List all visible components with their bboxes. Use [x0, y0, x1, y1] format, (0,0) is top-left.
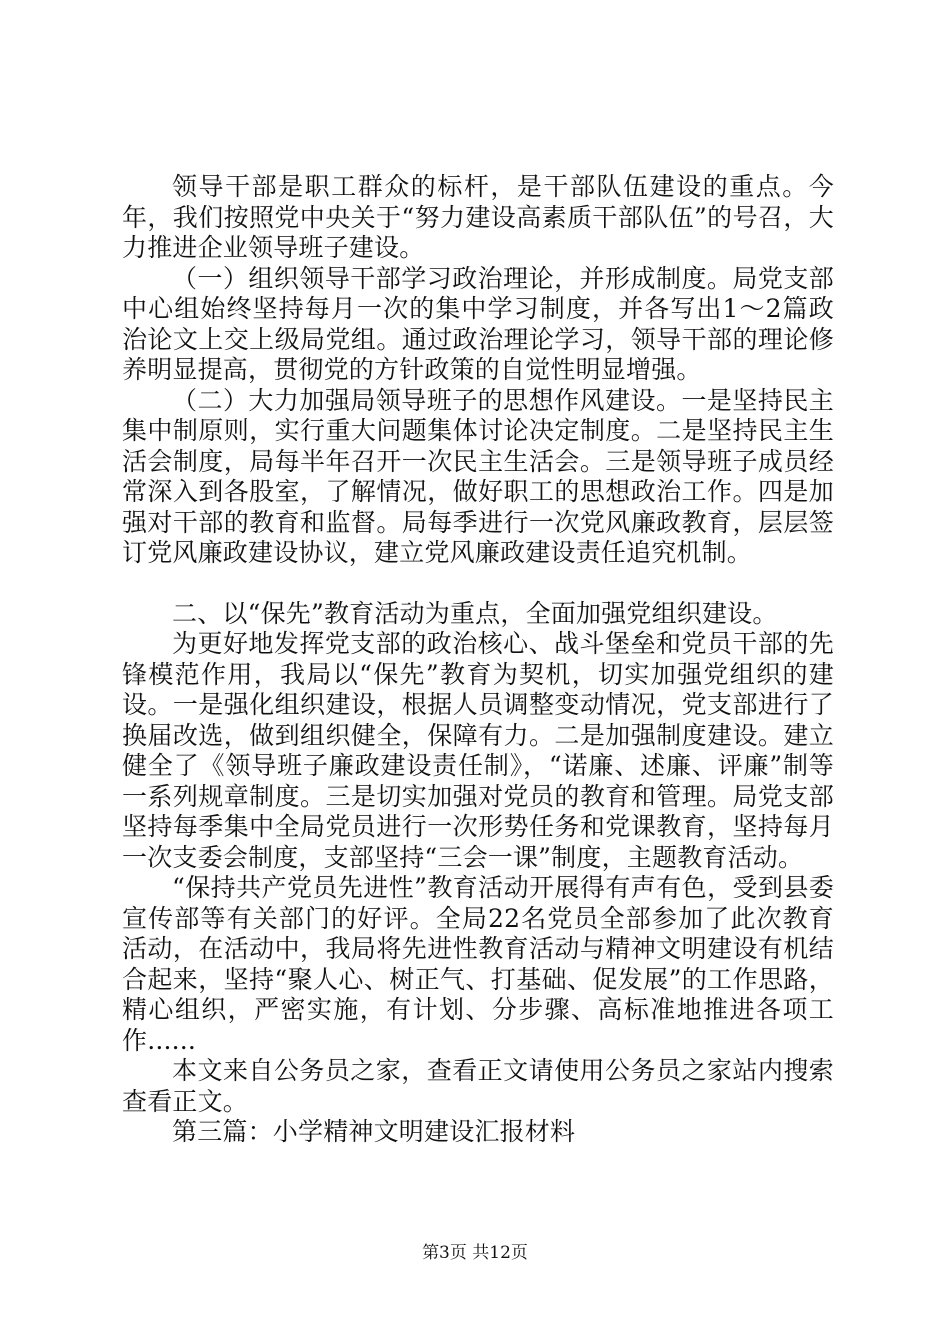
- paragraph-work-style: （二）大力加强局领导班子的思想作风建设。一是坚持民主集中制原则，实行重大问题集体讨论决定制度。二是坚持民主生活会制度，局每半年召开一次民主生活会。三是领导班子成员经常深入到各股室，了解情况，做好职工的思想政治工作。四是加强对干部的教育和监督。局每季进行一次党风廉政教育，层层签订党风廉政建设协议，建立党风廉政建设责任追究机制。: [122, 385, 834, 567]
- paragraph-source-note: 本文来自公务员之家，查看正文请使用公务员之家站内搜索查看正文。: [122, 1056, 834, 1116]
- document-body: [122, 172, 834, 1148]
- section-heading-party-building: 二、以“保先”教育活动为重点，全面加强党组织建设。: [172, 598, 778, 628]
- paragraph-theory-study: （一）组织领导干部学习政治理论，并形成制度。局党支部中心组始终坚持每月一次的集中学习制度，并各写出1～2篇政治论文上交上级局党组。通过政治理论学习，领导干部的理论修养明显提高，贯彻党的方针政策的自觉性明显增强。: [122, 263, 834, 384]
- page-number-footer: 第3页 共12页: [422, 1243, 528, 1263]
- paragraph-gap: [122, 569, 834, 599]
- paragraph-leadership-intro: 领导干部是职工群众的标杆，是干部队伍建设的重点。今年，我们按照党中央关于“努力建设高素质干部队伍”的号召，大力推进企业领导班子建设。: [122, 172, 834, 262]
- next-article-title: 第三篇：小学精神文明建设汇报材料: [172, 1117, 576, 1146]
- paragraph-education-activity: “保持共产党员先进性”教育活动开展得有声有色，受到县委宣传部等有关部门的好评。全局22名党员全部参加了此次教育活动，在活动中，我局将先进性教育活动与精神文明建设有机结合起来，坚持“聚人心、树正气、打基础、促发展”的工作思路，精心组织，严密实施，有计划、分步骤、高标准地推进各项工作......: [122, 873, 834, 1055]
- paragraph-party-organization: 为更好地发挥党支部的政治核心、战斗堡垒和党员干部的先锋模范作用，我局以“保先”教育为契机，切实加强党组织的建设。一是强化组织建设，根据人员调整变动情况，党支部进行了换届改选，做到组织健全，保障有力。二是加强制度建设。建立健全了《领导班子廉政建设责任制》，“诺廉、述廉、评廉”制等一系列规章制度。三是切实加强对党员的教育和管理。局党支部坚持每季集中全局党员进行一次形势任务和党课教育，坚持每月一次支委会制度，支部坚持“三会一课”制度，主题教育活动。: [122, 629, 834, 872]
